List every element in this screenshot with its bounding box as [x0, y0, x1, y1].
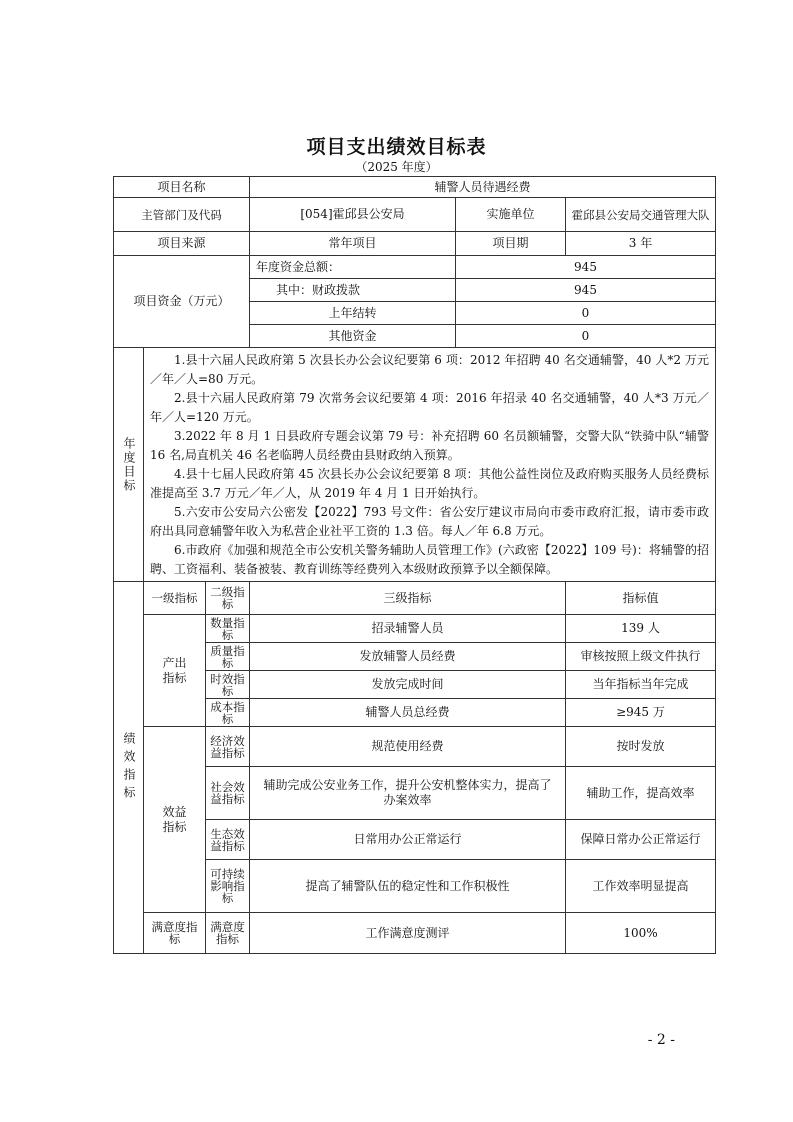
goal-item: 3.2022 年 8 月 1 日县政府专题会议第 79 号：补充招聘 60 名员额辅警，交警大队“铁骑中队“辅警 16 名,局直机关 46 名老临聘人员经费由县财政纳入预算。	[150, 429, 709, 462]
value-cell: 按时发放	[566, 727, 716, 767]
level2-cell: 可持续影响指标	[206, 860, 250, 913]
value-cell: 100%	[566, 913, 716, 954]
funds-total-value: 945	[456, 256, 716, 279]
level2-cell: 社会效益指标	[206, 767, 250, 820]
table-row	[114, 913, 716, 954]
level2-cell: 质量指标	[206, 643, 250, 671]
project-name-value: 辅警人员待遇经费	[250, 177, 716, 198]
table-row	[114, 348, 716, 582]
header-level3: 三级指标	[250, 582, 566, 615]
benefit-indicator-label: 效益指标	[144, 727, 206, 913]
impl-unit-value: 霍邱县公安局交通管理大队	[566, 198, 716, 232]
page-number: - 2 -	[647, 1032, 675, 1048]
period-value: 3 年	[566, 232, 716, 256]
level3-cell: 辅警人员总经费	[250, 699, 566, 727]
annual-goal-text	[144, 348, 716, 582]
source-label: 项目来源	[114, 232, 250, 256]
impl-unit-label: 实施单位	[456, 198, 566, 232]
value-cell: ≥945 万	[566, 699, 716, 727]
level3-cell: 辅助完成公安业务工作，提升公安机整体实力，提高了办案效率	[250, 767, 566, 820]
level2-cell: 生态效益指标	[206, 820, 250, 860]
header-level2: 二级指标	[206, 582, 250, 615]
table-row	[114, 256, 716, 279]
level2-cell: 数量指标	[206, 615, 250, 643]
level2-cell: 满意度指标	[206, 913, 250, 954]
table-row	[114, 615, 716, 643]
level3-cell: 日常用办公正常运行	[250, 820, 566, 860]
dept-label: 主管部门及代码	[114, 198, 250, 232]
table-row	[114, 727, 716, 767]
goal-item: 4.县十七届人民政府第 45 次县长办公会议纪要第 8 项：其他公益性岗位及政府购买服务人员经费标准提高至 3.7 万元／年／人，从 2019 年 4 月 1 日开始执行。	[150, 467, 709, 500]
page-title: 项目支出绩效目标表	[306, 136, 487, 158]
year-subtitle: （2025 年度）	[355, 160, 438, 174]
funds-other-value: 0	[456, 325, 716, 348]
value-cell: 审核按照上级文件执行	[566, 643, 716, 671]
table-row	[114, 177, 716, 198]
goal-item: 5.六安市公安局六公密发【2022】793 号文件：省公安厅建议市局向市委市政府汇报，请市委市政府出具同意辅警年收入为私营企业社平工资的 1.3 倍。每人／年 6.8 万元。	[150, 505, 709, 538]
funds-carryover-value: 0	[456, 302, 716, 325]
funds-fiscal-value: 945	[456, 279, 716, 302]
level3-cell: 招录辅警人员	[250, 615, 566, 643]
table-row	[114, 198, 716, 232]
goal-item: 1.县十六届人民政府第 5 次县长办公会议纪要第 6 项：2012 年招聘 40 名交通辅警，40 人*2 万元／年／人=80 万元。	[150, 353, 709, 386]
goal-item: 6.市政府《加强和规范全市公安机关警务辅助人员管理工作》(六政密【2022】109 号)：将辅警的招聘、工资福利、装备被装、教育训练等经费列入本级财政预算予以全额保障。	[150, 543, 709, 576]
dept-value: [054]霍邱县公安局	[250, 198, 456, 232]
header-value: 指标值	[566, 582, 716, 615]
output-indicator-label: 产出指标	[144, 615, 206, 727]
value-cell: 139 人	[566, 615, 716, 643]
funds-other-label: 其他资金	[250, 325, 456, 348]
performance-indicator-label: 绩效指标	[114, 582, 144, 954]
table-row	[114, 582, 716, 615]
funds-fiscal-label: 其中：财政拨款	[250, 279, 456, 302]
level2-cell: 经济效益指标	[206, 727, 250, 767]
funds-carryover-label: 上年结转	[250, 302, 456, 325]
table-row	[114, 232, 716, 256]
goal-item: 2.县十六届人民政府第 79 次常务会议纪要第 4 项：2016 年招录 40 名交通辅警，40 人*3 万元／年／人=120 万元。	[150, 391, 709, 424]
performance-table	[113, 176, 716, 954]
project-name-label: 项目名称	[114, 177, 250, 198]
level3-cell: 工作满意度测评	[250, 913, 566, 954]
period-label: 项目期	[456, 232, 566, 256]
level3-cell: 提高了辅警队伍的稳定性和工作积极性	[250, 860, 566, 913]
value-cell: 辅助工作，提高效率	[566, 767, 716, 820]
level3-cell: 发放辅警人员经费	[250, 643, 566, 671]
annual-goal-label: 年度目标	[114, 348, 144, 582]
level3-cell: 发放完成时间	[250, 671, 566, 699]
header-level1: 一级指标	[144, 582, 206, 615]
satisfaction-indicator-label: 满意度指标	[144, 913, 206, 954]
level2-cell: 时效指标	[206, 671, 250, 699]
value-cell: 保障日常办公正常运行	[566, 820, 716, 860]
funds-total-label: 年度资金总额：	[250, 256, 456, 279]
value-cell: 工作效率明显提高	[566, 860, 716, 913]
level2-cell: 成本指标	[206, 699, 250, 727]
value-cell: 当年指标当年完成	[566, 671, 716, 699]
funds-label: 项目资金（万元）	[114, 256, 250, 348]
level3-cell: 规范使用经费	[250, 727, 566, 767]
source-value: 常年项目	[250, 232, 456, 256]
